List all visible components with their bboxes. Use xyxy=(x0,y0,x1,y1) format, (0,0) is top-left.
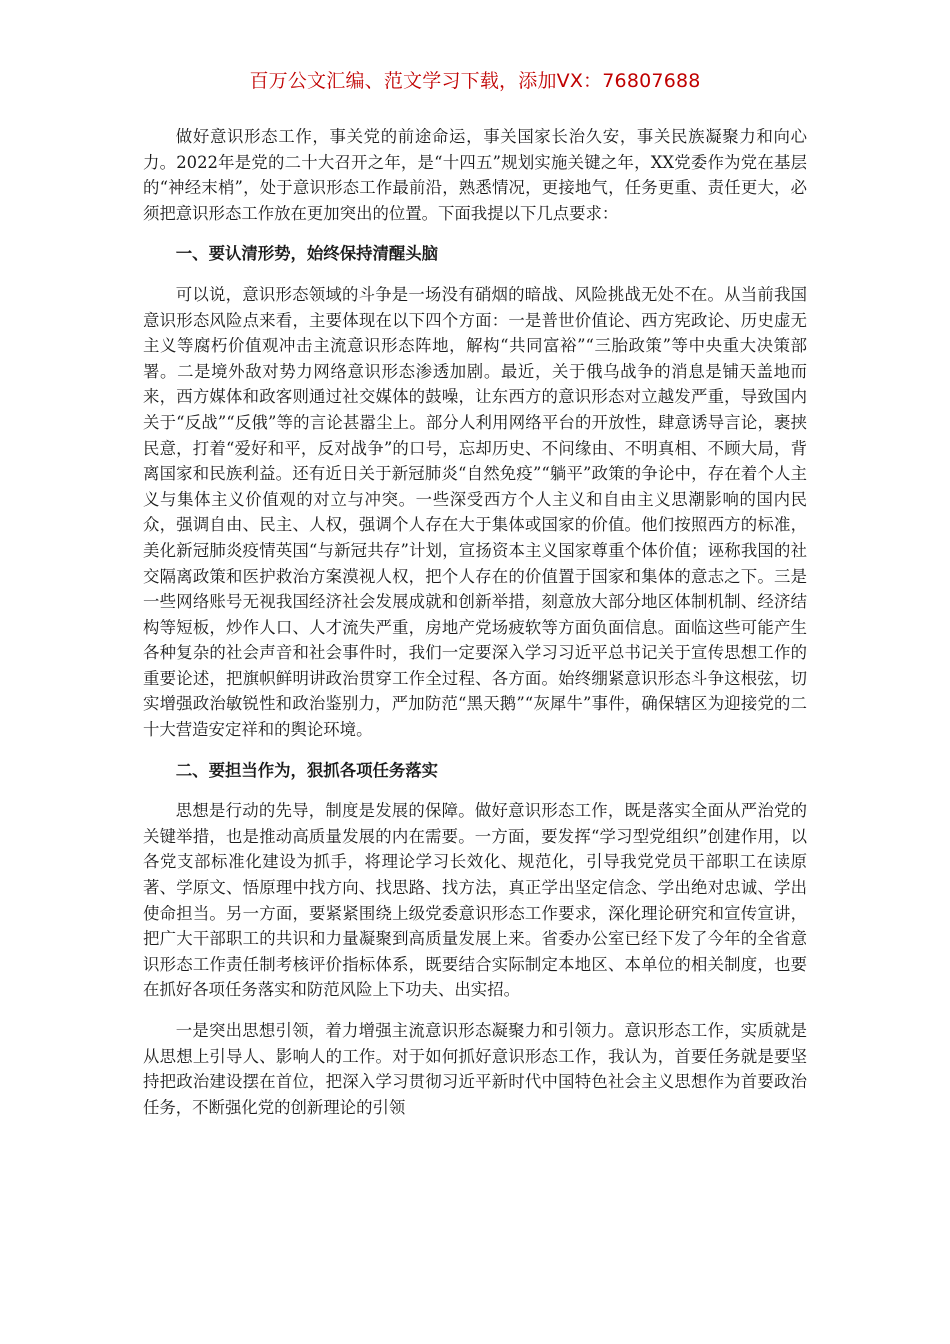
paragraph-item-1: 一是突出思想引领，着力增强主流意识形态凝聚力和引领力。意识形态工作，实质就是从思想上引导人、影响人的工作。对于如何抓好意识形态工作，我认为，首要任务就是要坚持把政治建设摆在首位，把深入学习贯彻习近平新时代中国特色社会主义思想作为首要政治任务，不断强化党的创新理论的引领 xyxy=(143,1021,807,1117)
paragraph-intro: 做好意识形态工作，事关党的前途命运，事关国家长治久安，事关民族凝聚力和向心力。2022年是党的二十大召开之年，是“十四五”规划实施关键之年，XX党委作为党在基层的“神经末梢”，处于意识形态工作最前沿，熟悉情况，更接地气，任务更重、责任更大，必须把意识形态工作放在更加突出的位置。下面我提以下几点要求： xyxy=(143,127,807,223)
document-body xyxy=(143,124,807,1135)
paragraph-section-1: 可以说，意识形态领域的斗争是一场没有硝烟的暗战、风险挑战无处不在。从当前我国意识形态风险点来看，主要体现在以下四个方面：一是普世价值论、西方宪政论、历史虚无主义等腐朽价值观冲击主流意识形态阵地，解构“共同富裕”“三胎政策”等中央重大决策部署。二是境外敌对势力网络意识形态渗透加剧。最近，关于俄乌战争的消息是铺天盖地而来，西方媒体和政客则通过社交媒体的鼓噪，让东西方的意识形态对立越发严重，导致国内关于“反战”“反俄”等的言论甚嚣尘上。部分人利用网络平台的开放性，肆意诱导言论，裹挟民意，打着“爱好和平，反对战争”的口号，忘却历史、不问缘由、不明真相、不顾大局，背离国家和民族利益。还有近日关于新冠肺炎“自然免疫”“躺平”政策的争论中，存在着个人主义与集体主义价值观的对立与冲突。一些深受西方个人主义和自由主义思潮影响的国内民众，强调自由、民主、人权，强调个人存在大于集体或国家的价值。他们按照西方的标准，美化新冠肺炎疫情英国“与新冠共存”计划，宣扬资本主义国家尊重个体价值；诬称我国的社交隔离政策和医护救治方案漠视人权，把个人存在的价值置于国家和集体的意志之下。三是一些网络账号无视我国经济社会发展成就和创新举措，刻意放大部分地区体制机制、经济结构等短板，炒作人口、人才流失严重，房地产党场疲软等方面负面信息。面临这些可能产生各种复杂的社会声音和社会事件时，我们一定要深入学习习近平总书记关于宣传思想工作的重要论述，把旗帜鲜明讲政治贯穿工作全过程、各方面。始终绷紧意识形态斗争这根弦，切实增强政治敏锐性和政治鉴别力，严加防范“黑天鹅”“灰犀牛”事件，确保辖区为迎接党的二十大营造安定祥和的舆论环境。 xyxy=(143,284,807,740)
section-heading-2: 二、要担当作为，狠抓各项任务落实 xyxy=(175,760,439,780)
header-banner: 百万公文汇编、范文学习下载，添加VX：76807688 xyxy=(249,70,701,92)
section-heading-1: 一、要认清形势，始终保持清醒头脑 xyxy=(175,244,439,264)
paragraph-section-2: 思想是行动的先导，制度是发展的保障。做好意识形态工作，既是落实全面从严治党的关键举措，也是推动高质量发展的内在需要。一方面，要发挥“学习型党组织”创建作用，以各党支部标准化建设为抓手，将理论学习长效化、规范化，引导我党党员干部职工在读原著、学原文、悟原理中找方向、找思路、找方法，真正学出坚定信念、学出绝对忠诚、学出使命担当。另一方面，要紧紧围绕上级党委意识形态工作要求，深化理论研究和宣传宣讲，把广大干部职工的共识和力量凝聚到高质量发展上来。省委办公室已经下发了今年的全省意识形态工作责任制考核评价指标体系，既要结合实际制定本地区、本单位的相关制度，也要在抓好各项任务落实和防范风险上下功夫、出实招。 xyxy=(143,801,807,1000)
